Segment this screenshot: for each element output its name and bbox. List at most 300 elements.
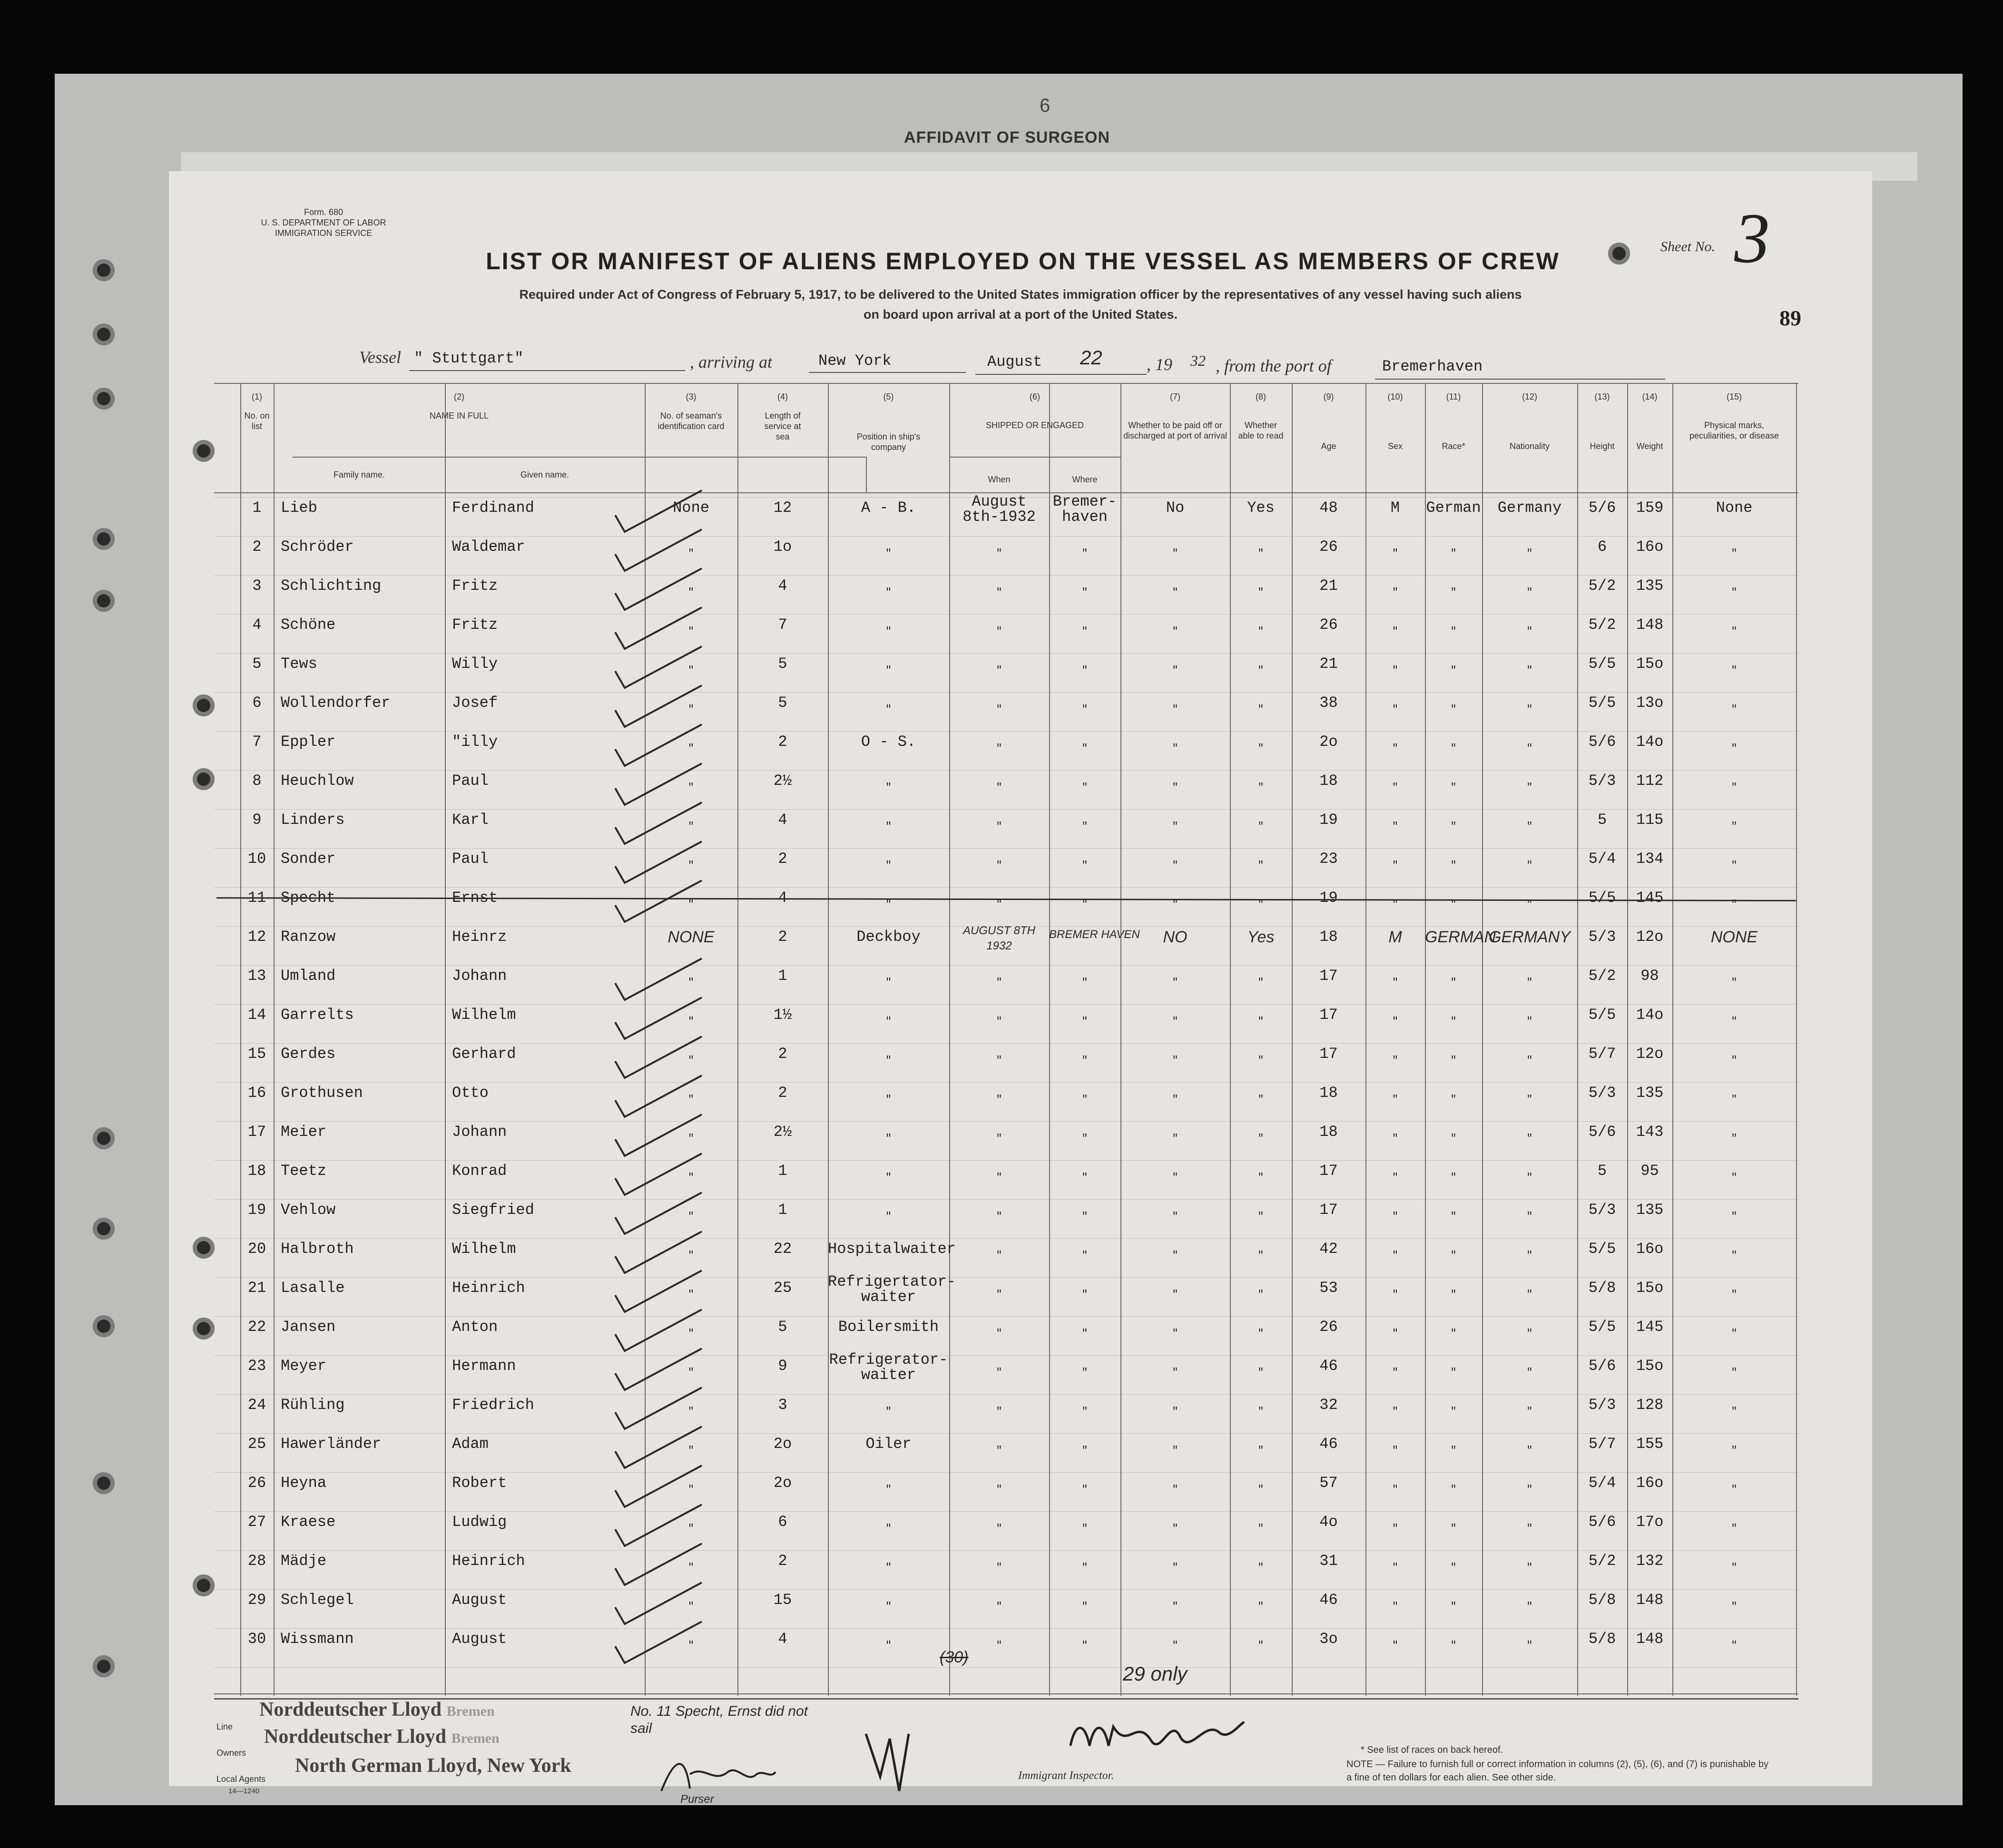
nationality-cell: ": [1526, 548, 1533, 559]
sex-cell: ": [1392, 1016, 1399, 1027]
position-cell: ": [885, 1172, 892, 1183]
arrival-port: New York: [818, 352, 892, 370]
nationality-cell: Germany: [1497, 499, 1562, 517]
position-cell: ": [885, 977, 892, 988]
age-cell: 18: [1319, 772, 1338, 790]
race-cell: ": [1450, 782, 1457, 793]
sex-cell: ": [1392, 1601, 1399, 1613]
shipped-where-cell: ": [1081, 587, 1088, 598]
family-name-cell: Specht: [281, 889, 336, 907]
able-to-read-cell: ": [1257, 1640, 1264, 1652]
shipped-where-cell: ": [1081, 860, 1088, 871]
race-cell: ": [1450, 1484, 1457, 1496]
binder-hole: [193, 694, 215, 716]
row-rule: [214, 1199, 1798, 1200]
paid-off-cell: ": [1172, 1250, 1178, 1261]
sex-cell: ": [1392, 1250, 1399, 1261]
col8-number: (8): [1256, 392, 1266, 401]
shipped-when-cell: ": [996, 665, 1002, 676]
physical-marks-cell: ": [1731, 1133, 1738, 1144]
race-cell: ": [1450, 860, 1457, 871]
row-number-cell: 15: [247, 1045, 266, 1063]
row-rule: [214, 575, 1798, 576]
service-length-cell: 3: [778, 1396, 787, 1414]
row-number-cell: 1: [252, 499, 262, 517]
paid-off-cell: ": [1172, 587, 1178, 598]
height-cell: 5/8: [1588, 1591, 1616, 1609]
form-service: IMMIGRATION SERVICE: [275, 228, 373, 238]
height-cell: 5/7: [1588, 1435, 1616, 1453]
able-to-read-cell: ": [1257, 626, 1264, 637]
col13-number: (13): [1594, 392, 1610, 401]
able-to-read-cell: ": [1257, 1601, 1264, 1613]
row-number-cell: 7: [252, 733, 262, 751]
race-cell: ": [1450, 1523, 1457, 1535]
shipped-when-cell: ": [996, 1289, 1002, 1300]
shipped-when-cell: ": [996, 1094, 1002, 1105]
sex-cell: ": [1392, 587, 1399, 598]
row-rule: [214, 536, 1798, 537]
able-to-read-cell: ": [1257, 821, 1264, 832]
id-card-cell: ": [687, 1367, 695, 1379]
line-stamp-text: Norddeutscher Lloyd: [259, 1699, 442, 1721]
race-cell: ": [1450, 1640, 1457, 1652]
col6-header: [949, 391, 1120, 430]
id-card-cell: ": [687, 1445, 695, 1457]
table-top-border: [214, 383, 1798, 384]
service-length-cell: 25: [773, 1279, 792, 1297]
arriving-label: , arriving at: [690, 352, 773, 372]
date-underline: [975, 374, 1147, 375]
binder-hole: [193, 1237, 215, 1259]
age-cell: 38: [1319, 694, 1338, 712]
sex-cell: ": [1392, 704, 1399, 715]
given-name-cell: Karl: [452, 811, 489, 829]
physical-marks-cell: ": [1731, 587, 1738, 598]
able-to-read-cell: ": [1257, 1328, 1264, 1340]
check-mark-icon: [611, 1618, 707, 1670]
able-to-read-cell: ": [1257, 704, 1264, 715]
paid-off-cell: ": [1172, 977, 1178, 988]
service-length-cell: 1: [778, 1201, 787, 1219]
port-underline: [809, 372, 966, 373]
age-cell: 18: [1319, 1123, 1338, 1141]
weight-cell: 143: [1636, 1123, 1664, 1141]
position-cell: ": [885, 821, 892, 832]
row-rule: [214, 1121, 1798, 1122]
shipped-where-cell: ": [1081, 1328, 1088, 1340]
service-length-cell: 2: [778, 850, 787, 868]
id-card-cell: ": [687, 743, 695, 754]
col6b-header: Where: [1072, 475, 1098, 484]
family-name-cell: Schröder: [281, 538, 354, 556]
weight-cell: 134: [1636, 850, 1664, 868]
row-rule: [214, 1004, 1798, 1005]
age-cell: 26: [1319, 1318, 1338, 1336]
able-to-read-cell: Yes: [1247, 499, 1275, 517]
age-cell: 57: [1319, 1474, 1338, 1492]
col4-number: (4): [777, 392, 788, 401]
shipped-where-cell: ": [1081, 1484, 1088, 1496]
given-name-cell: Konrad: [452, 1162, 507, 1180]
position-cell: ": [885, 665, 892, 676]
weight-cell: 135: [1636, 1084, 1664, 1102]
family-name-cell: Wissmann: [281, 1630, 354, 1648]
nationality-cell: ": [1526, 1640, 1533, 1652]
row-number-cell: 20: [247, 1240, 266, 1258]
height-cell: 5/5: [1588, 889, 1616, 907]
row-rule: [214, 770, 1798, 771]
position-cell: ": [885, 1601, 892, 1613]
col-divider: [1672, 383, 1673, 1696]
shipped-where-cell: ": [1081, 548, 1088, 559]
paid-off-cell: ": [1172, 821, 1178, 832]
position-cell: ": [885, 1484, 892, 1496]
paid-off-cell: ": [1172, 1406, 1178, 1418]
shipped-where-cell: BREMER HAVEN: [1049, 928, 1140, 941]
row-rule: [214, 1589, 1798, 1590]
nationality-cell: ": [1526, 1328, 1533, 1340]
shipped-where-cell: ": [1081, 821, 1088, 832]
service-length-cell: 2: [778, 1045, 787, 1063]
col10-title: Sex: [1387, 441, 1403, 451]
row-number-cell: 17: [247, 1123, 266, 1141]
height-cell: 5/3: [1588, 1084, 1616, 1102]
physical-marks-cell: ": [1731, 1250, 1738, 1261]
weight-cell: 112: [1636, 772, 1664, 790]
row-number-cell: 14: [247, 1006, 266, 1024]
height-cell: 5/5: [1588, 1318, 1616, 1336]
given-name-cell: Heinrz: [452, 928, 507, 946]
height-cell: 6: [1597, 538, 1607, 556]
id-card-cell: ": [687, 1328, 695, 1340]
service-length-cell: 9: [778, 1357, 787, 1375]
service-length-cell: 7: [778, 616, 787, 634]
binder-hole: [93, 1127, 115, 1149]
able-to-read-cell: ": [1257, 860, 1264, 871]
able-to-read-cell: ": [1257, 899, 1264, 910]
col9-number: (9): [1323, 392, 1334, 401]
family-name-cell: Lieb: [281, 499, 317, 517]
name-subheader-divider: [293, 457, 866, 458]
able-to-read-cell: ": [1257, 1211, 1264, 1222]
nationality-cell: ": [1526, 704, 1533, 715]
height-cell: 5/3: [1588, 1201, 1616, 1219]
age-cell: 17: [1319, 1162, 1338, 1180]
shipped-where-cell: ": [1081, 743, 1088, 754]
sex-cell: ": [1392, 1406, 1399, 1418]
given-name-cell: Anton: [452, 1318, 498, 1336]
back-sheet-heading: AFFIDAVIT OF SURGEON: [904, 128, 1110, 147]
sex-cell: ": [1392, 1055, 1399, 1066]
physical-marks-cell: ": [1731, 626, 1738, 637]
given-name-cell: Ferdinand: [452, 499, 534, 517]
family-name-cell: Halbroth: [281, 1240, 354, 1258]
family-name-cell: Wollendorfer: [281, 694, 391, 712]
race-cell: German: [1426, 499, 1481, 517]
col11-header: [1425, 391, 1482, 451]
able-to-read-cell: ": [1257, 1172, 1264, 1183]
row-rule: [214, 1082, 1798, 1083]
able-to-read-cell: ": [1257, 548, 1264, 559]
able-to-read-cell: ": [1257, 1484, 1264, 1496]
given-name-cell: Fritz: [452, 577, 498, 595]
sex-cell: ": [1392, 1328, 1399, 1340]
weight-cell: 15o: [1636, 655, 1664, 673]
row-number-cell: 3: [252, 577, 262, 595]
race-cell: ": [1450, 743, 1457, 754]
col4-title: Length of service at sea: [764, 411, 801, 441]
sex-cell: ": [1392, 1289, 1399, 1300]
sex-cell: ": [1392, 1172, 1399, 1183]
given-name-cell: Ludwig: [452, 1513, 507, 1531]
paid-off-cell: ": [1172, 665, 1178, 676]
able-to-read-cell: ": [1257, 782, 1264, 793]
physical-marks-cell: ": [1731, 665, 1738, 676]
check-mark-icon: [611, 877, 707, 929]
family-name-cell: Lasalle: [281, 1279, 345, 1297]
id-card-cell: ": [687, 1562, 695, 1574]
age-cell: 4o: [1319, 1513, 1338, 1531]
sex-cell: ": [1392, 899, 1399, 910]
page-number: 89: [1779, 306, 1801, 330]
family-name-cell: Ranzow: [281, 928, 336, 946]
shipped-when-cell: ": [996, 1172, 1002, 1183]
family-name-cell: Rühling: [281, 1396, 345, 1414]
shipped-where-cell: ": [1081, 1640, 1088, 1652]
col15-number: (15): [1726, 392, 1742, 401]
age-cell: 2o: [1319, 733, 1338, 751]
sex-cell: ": [1392, 860, 1399, 871]
paid-off-cell: NO: [1163, 928, 1188, 946]
physical-marks-cell: ": [1731, 1289, 1738, 1300]
shipped-where-cell: ": [1081, 899, 1088, 910]
race-cell: ": [1450, 1601, 1457, 1613]
family-name-cell: Vehlow: [281, 1201, 336, 1219]
service-length-cell: 2: [778, 1084, 787, 1102]
physical-marks-cell: ": [1731, 704, 1738, 715]
id-card-cell: ": [687, 665, 695, 676]
nationality-cell: ": [1526, 1367, 1533, 1379]
paid-off-cell: ": [1172, 548, 1178, 559]
col14-header: [1627, 391, 1672, 451]
nationality-cell: ": [1526, 1055, 1533, 1066]
age-cell: 19: [1319, 889, 1338, 907]
shipped-where-cell: Bremer- haven: [1052, 493, 1117, 526]
binder-hole: [93, 323, 115, 345]
service-length-cell: 6: [778, 1513, 787, 1531]
sex-cell: ": [1392, 743, 1399, 754]
race-cell: ": [1450, 665, 1457, 676]
row-rule: [214, 731, 1798, 732]
given-name-cell: Robert: [452, 1474, 507, 1492]
weight-cell: 115: [1636, 811, 1664, 829]
physical-marks-cell: ": [1731, 821, 1738, 832]
id-card-cell: ": [687, 860, 695, 871]
weight-cell: 16o: [1636, 1240, 1664, 1258]
col-divider: [445, 383, 446, 1696]
row-number-cell: 18: [247, 1162, 266, 1180]
nationality-cell: ": [1526, 782, 1533, 793]
given-name-cell: Adam: [452, 1435, 489, 1453]
physical-marks-cell: ": [1731, 1328, 1738, 1340]
position-cell: ": [885, 548, 892, 559]
shipped-when-cell: ": [996, 548, 1002, 559]
binder-hole: [193, 768, 215, 790]
height-cell: 5/3: [1588, 772, 1616, 790]
given-name-cell: "illy: [452, 733, 498, 751]
service-length-cell: 2: [778, 928, 787, 946]
shipped-when-cell: ": [996, 977, 1002, 988]
weight-cell: 16o: [1636, 1474, 1664, 1492]
family-name-cell: Gerdes: [281, 1045, 336, 1063]
height-cell: 5/5: [1588, 655, 1616, 673]
col7-header: [1120, 391, 1230, 441]
col-divider: [949, 383, 950, 1696]
position-cell: ": [885, 626, 892, 637]
id-card-cell: ": [687, 1250, 695, 1261]
able-to-read-cell: ": [1257, 1055, 1264, 1066]
physical-marks-cell: ": [1731, 782, 1738, 793]
purser-signature: [657, 1746, 780, 1798]
position-cell: ": [885, 782, 892, 793]
row-number-cell: 30: [247, 1630, 266, 1648]
sheet-number: 3: [1734, 199, 1770, 278]
service-length-cell: 4: [778, 811, 787, 829]
id-card-cell: ": [687, 1133, 695, 1144]
position-cell: Boilersmith: [838, 1318, 939, 1336]
weight-cell: 135: [1636, 577, 1664, 595]
purser-label: Purser: [680, 1793, 714, 1806]
weight-cell: 135: [1636, 1201, 1664, 1219]
agents-label: Local Agents: [216, 1774, 266, 1784]
family-name-cell: Teetz: [281, 1162, 327, 1180]
age-cell: 21: [1319, 655, 1338, 673]
initials-mark: [861, 1724, 918, 1796]
row-number-cell: 29: [247, 1591, 266, 1609]
physical-marks-cell: ": [1731, 1172, 1738, 1183]
row-number-cell: 16: [247, 1084, 266, 1102]
col2a-header: Family name.: [333, 470, 385, 479]
family-name-cell: Eppler: [281, 733, 336, 751]
age-cell: 17: [1319, 1045, 1338, 1063]
race-cell: ": [1450, 899, 1457, 910]
row-number-cell: 4: [252, 616, 262, 634]
weight-cell: 145: [1636, 889, 1664, 907]
binder-hole: [93, 1315, 115, 1337]
paid-off-cell: ": [1172, 899, 1178, 910]
age-cell: 46: [1319, 1435, 1338, 1453]
service-length-cell: 1½: [773, 1006, 792, 1024]
service-length-cell: 12: [773, 499, 792, 517]
nationality-cell: ": [1526, 587, 1533, 598]
shipped-when-cell: AUGUST 8TH 1932: [962, 924, 1035, 952]
age-cell: 17: [1319, 1201, 1338, 1219]
age-cell: 21: [1319, 577, 1338, 595]
row-rule: [214, 1628, 1798, 1629]
race-cell: ": [1450, 1250, 1457, 1261]
nationality-cell: ": [1526, 626, 1533, 637]
given-name-cell: Waldemar: [452, 538, 525, 556]
nationality-cell: ": [1526, 1211, 1533, 1222]
col15-header: [1672, 391, 1796, 441]
shipped-where-cell: ": [1081, 665, 1088, 676]
physical-marks-cell: ": [1731, 743, 1738, 754]
height-cell: 5/7: [1588, 1045, 1616, 1063]
col-divider: [1230, 383, 1231, 1696]
service-length-cell: 2o: [773, 1435, 792, 1453]
id-card-cell: ": [687, 821, 695, 832]
id-card-cell: ": [687, 899, 695, 910]
shipped-when-cell: ": [996, 704, 1002, 715]
col6-title: SHIPPED OR ENGAGED: [985, 420, 1084, 430]
shipped-where-cell: ": [1081, 1445, 1088, 1457]
able-to-read-cell: ": [1257, 1523, 1264, 1535]
col3-number: (3): [686, 392, 697, 401]
height-cell: 5/3: [1588, 928, 1616, 946]
line-stamp-city: Bremen: [446, 1703, 495, 1719]
sex-cell: ": [1392, 548, 1399, 559]
race-cell: ": [1450, 1406, 1457, 1418]
subtitle-line-1: Required under Act of Congress of February 5, 1917, to be delivered to the United States immigration officer by the representatives of any vessel having such aliens: [519, 287, 1522, 302]
family-name-cell: Meyer: [281, 1357, 327, 1375]
shipped-where-cell: ": [1081, 1055, 1088, 1066]
id-card-cell: ": [687, 548, 695, 559]
race-cell: ": [1450, 1562, 1457, 1574]
paid-off-cell: ": [1172, 1289, 1178, 1300]
shipped-when-cell: ": [996, 1328, 1002, 1340]
race-cell: ": [1450, 1445, 1457, 1457]
physical-marks-cell: ": [1731, 1640, 1738, 1652]
shipped-when-cell: ": [996, 1211, 1002, 1222]
owners-stamp: [264, 1725, 500, 1748]
race-cell: ": [1450, 548, 1457, 559]
form-header: [224, 207, 423, 238]
height-cell: 5/2: [1588, 967, 1616, 985]
weight-cell: 148: [1636, 1630, 1664, 1648]
given-name-cell: Fritz: [452, 616, 498, 634]
position-cell: Oiler: [865, 1435, 912, 1453]
col8-header: [1230, 391, 1292, 441]
arrival-month: August: [987, 353, 1042, 371]
weight-cell: 98: [1640, 967, 1659, 985]
able-to-read-cell: ": [1257, 1094, 1264, 1105]
height-cell: 5: [1597, 811, 1607, 829]
paid-off-cell: ": [1172, 743, 1178, 754]
col-divider: [1482, 383, 1483, 1696]
sex-cell: ": [1392, 1367, 1399, 1379]
penalty-note: NOTE — Failure to furnish full or correct information in columns (2), (5), (6), and (7) is punishable by a fine of ten dollars for each alien. See other side.: [1346, 1759, 1768, 1783]
nationality-cell: ": [1526, 1250, 1533, 1261]
service-length-cell: 5: [778, 694, 787, 712]
col4-header: [737, 391, 828, 442]
sex-cell: ": [1392, 977, 1399, 988]
from-port-label: , from the port of: [1216, 356, 1332, 375]
height-cell: 5/6: [1588, 1123, 1616, 1141]
able-to-read-cell: ": [1257, 1133, 1264, 1144]
shipped-when-cell: ": [996, 1445, 1002, 1457]
id-card-cell: ": [687, 1406, 695, 1418]
crew-manifest-table: [214, 383, 1798, 1696]
physical-marks-cell: ": [1731, 548, 1738, 559]
race-cell: ": [1450, 1367, 1457, 1379]
position-cell: Hospitalwaiter: [828, 1240, 956, 1258]
line-stamp: [259, 1698, 495, 1721]
height-cell: 5/4: [1588, 850, 1616, 868]
sex-cell: ": [1392, 1562, 1399, 1574]
shipped-where-cell: ": [1081, 1133, 1088, 1144]
race-cell: ": [1450, 1055, 1457, 1066]
